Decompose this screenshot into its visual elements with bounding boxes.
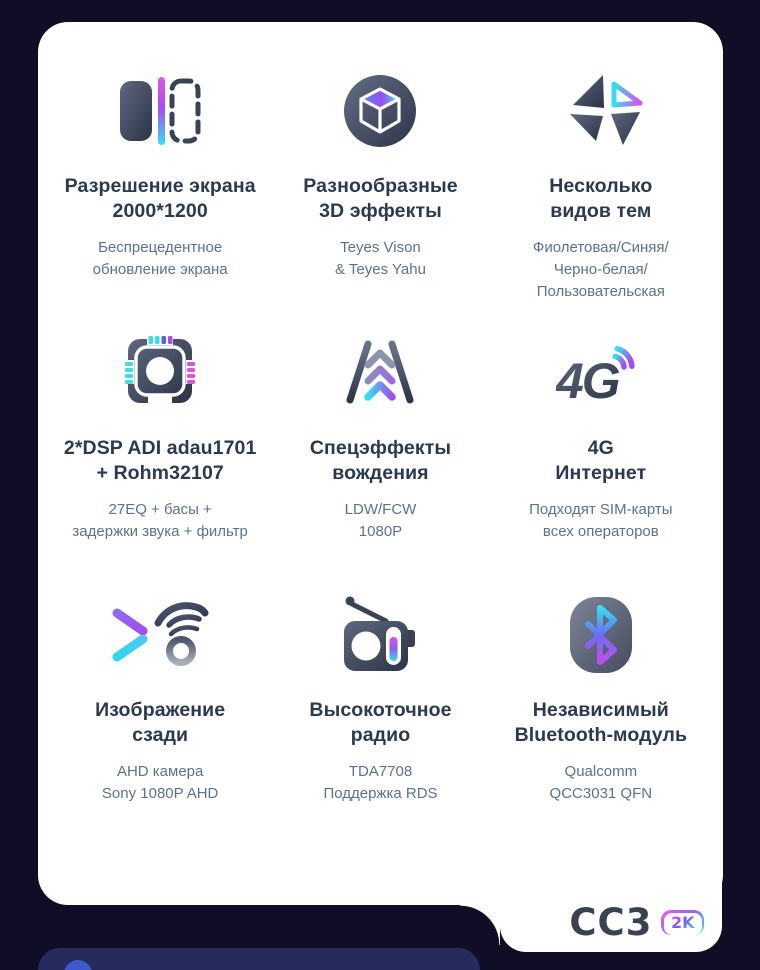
- feature-rear-view: [50, 586, 270, 848]
- next-section-card: [38, 948, 480, 970]
- feature-subtitle: TDA7708 Поддержка RDS: [323, 763, 438, 802]
- feature-screen-resolution: [50, 62, 270, 324]
- feature-title: 2*DSP ADI adau1701 + Rohm32107: [63, 437, 257, 484]
- radio-icon: [340, 594, 420, 676]
- feature-subtitle: AHD камера Sony 1080P AHD: [101, 763, 219, 802]
- feature-themes: [491, 62, 711, 324]
- feature-title: Несколько видов тем: [549, 175, 653, 222]
- feature-3d-effects: [270, 62, 490, 324]
- 2k-badge: [661, 910, 704, 935]
- feature-radio: [270, 586, 490, 848]
- brand-tab: [500, 860, 722, 952]
- themes-icon: [559, 75, 643, 147]
- feature-title: Разнообразные 3D эффекты: [303, 175, 458, 222]
- feature-driving-effects: [270, 324, 490, 586]
- 4g-signal-icon: [556, 338, 646, 408]
- feature-subtitle: Фиолетовая/Синяя/ Черно-белая/ Пользовательская: [532, 239, 669, 300]
- brand-logo: [569, 901, 704, 944]
- features-grid: [50, 62, 711, 848]
- feature-subtitle: Беспрецедентное обновление экрана: [92, 239, 228, 278]
- feature-title: Высокоточное радио: [309, 699, 452, 746]
- screen-resolution-icon: [118, 75, 202, 147]
- features-card: [38, 22, 723, 905]
- next-section-icon: [64, 960, 92, 970]
- brand-name: CC3: [569, 901, 653, 944]
- feature-title: Разрешение экрана 2000*1200: [64, 175, 256, 222]
- feature-dsp: [50, 324, 270, 586]
- feature-title: Спецэффекты вождения: [309, 437, 452, 484]
- dsp-chip-icon: [120, 335, 200, 411]
- feature-subtitle: Qualcomm QCC3031 QFN: [549, 763, 653, 802]
- 3d-effects-icon: [340, 71, 420, 151]
- svg-text:4G: 4G: [555, 353, 619, 408]
- rear-camera-icon: [110, 600, 210, 670]
- feature-bluetooth: [491, 586, 711, 848]
- feature-subtitle: Teyes Vison & Teyes Yahu: [335, 239, 426, 278]
- lane-assist-icon: [338, 338, 422, 408]
- feature-title: Изображение сзади: [95, 699, 226, 746]
- 2k-badge-label: 2K: [670, 912, 695, 932]
- feature-4g: [491, 324, 711, 586]
- bluetooth-icon: [561, 595, 641, 675]
- feature-subtitle: LDW/FCW 1080P: [344, 501, 417, 540]
- feature-subtitle: Подходят SIM-карты всех операторов: [529, 501, 673, 540]
- feature-title: 4G Интернет: [555, 437, 647, 484]
- feature-title: Независимый Bluetooth-модуль: [514, 699, 688, 746]
- tab-curve: [460, 905, 500, 945]
- feature-subtitle: 27EQ + басы + задержки звука + фильтр: [72, 501, 248, 540]
